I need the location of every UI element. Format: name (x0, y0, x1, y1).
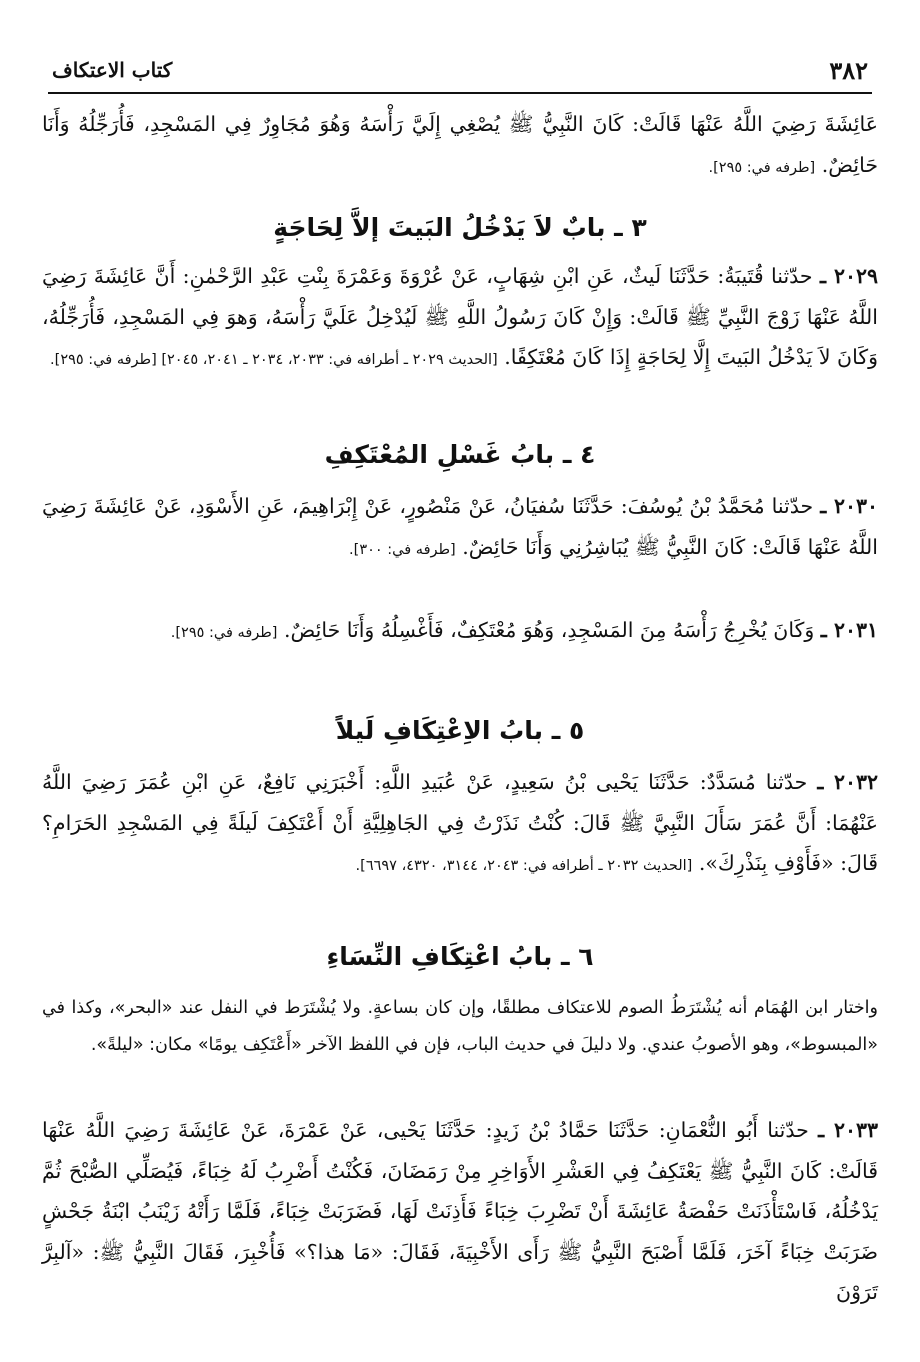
hadith-number: ٢٠٣٣ ـ (818, 1118, 878, 1142)
hadith-number: ٢٠٣١ ـ (820, 618, 878, 642)
hadith-number: ٢٠٣٠ ـ (820, 494, 878, 518)
hadith-ref: [الحديث ٢٠٢٩ ـ أطرافه في: ٢٠٣٣، ٢٠٣٤ ـ ٢٠٤١، ٢٠٤٥] [طرفه في: ٢٩٥]. (50, 352, 498, 368)
hadith-2032 (42, 762, 878, 887)
hadith-text: حدّثنا أَبُو النُّعْمَانِ: حَدَّثَنَا حَمَّادُ بْنُ زَيدٍ: حَدَّثَنَا يَحْيى، عَنْ عَمْرَةَ، عَنْ عَائِشَةَ رَضِيَ اللَّهُ عَنْهَا قَالَتْ: كَانَ النَّبِيُّ ﷺ يَعْتَكِفُ فِي العَشْرِ الأَوَاخِرِ مِنْ رَمَضَانَ، فَكُنْتُ أَضْرِبُ لَهُ خِبَاءً، فَيُصَلِّي الصُّبْحَ ثُمَّ يَدْخُلُهُ، فَاسْتَأْذَنَتْ حَفْصَةُ عَائِشَةَ أَنْ تَضْرِبَ خِبَاءً فَأَذِنَتْ لَهَا، فَضَرَبَتْ خِبَاءً، فَلَمَّا رَأَتْهُ زَيْنَبُ ابْنَةُ جَحْشٍ ضَرَبَتْ خِبَاءً آخَرَ، فَلَمَّا أَصْبَحَ النَّبِيُّ ﷺ رَأَى الأَخْبِيَةَ، فَقَالَ: «مَا هذا؟» فَأُخْبِرَ، فَقَالَ النَّبِيُّ ﷺ: «آلبِرَّ تَرَوْنَ (42, 1118, 878, 1304)
hadith-ref: [طرفه في: ٢٩٥]. (170, 625, 278, 641)
hadith-text: عَائِشَةَ رَضِيَ اللَّهُ عَنْهَا قَالَتْ: كَانَ النَّبِيُّ ﷺ يُصْغِي إِلَيَّ رَأْسَهُ وَهُوَ مُجَاوِرٌ فِي المَسْجِدِ، فَأُرَجِّلُهُ وَأَنَا حَائِضٌ. (42, 112, 878, 177)
hadith-2029 (42, 256, 878, 381)
hadith-text: وَكَانَ يُخْرِجُ رَأْسَهُ مِنَ المَسْجِدِ، وَهُوَ مُعْتَكِفٌ، فَأَغْسِلُهُ وَأَنَا حَائِضٌ. (283, 618, 815, 642)
hadith-number: ٢٠٣٢ ـ (817, 770, 878, 794)
chapter-heading-6: ٦ ـ بابُ اعْتِكَافِ النِّسَاءِ (326, 942, 594, 971)
hadith-number: ٢٠٢٩ ـ (819, 264, 878, 288)
chapter-heading-5: ٥ ـ بابُ الاِعْتِكَافِ لَيلاً (335, 716, 585, 745)
hadith-text: حدّثنا مُحَمَّدُ بْنُ يُوسُفَ: حَدَّثَنَا سُفيَانُ، عَنْ مَنْصُورٍ، عَنْ إِبْرَاهِيمَ، عَنِ الأَسْوَدِ، عَنْ عَائِشَةَ رَضِيَ اللَّهُ عَنْهَا قَالَتْ: كَانَ النَّبِيُّ ﷺ يُبَاشِرُنِي وَأَنَا حَائِضٌ. (42, 494, 878, 559)
hadith-2030 (42, 486, 878, 570)
hadith-text: حدّثنا مُسَدَّدٌ: حَدَّثَنَا يَحْيى بْنُ سَعِيدٍ، عَنْ عُبَيدِ اللَّهِ: أَخْبَرَنِي نَافِعٌ، عَنِ ابْنِ عُمَرَ رَضِيَ اللَّهُ عَنْهُمَا: أَنَّ عُمَرَ سَأَلَ النَّبِيَّ ﷺ قَالَ: كُنْتُ نَذَرْتُ فِي الجَاهِلِيَّةِ أَنْ أَعْتَكِفَ لَيلَةً فِي المَسْجِدِ الحَرَامِ؟ قَالَ: «فَأَوْفِ بِنَذْرِكَ». (42, 770, 878, 875)
hadith-2031 (42, 610, 878, 654)
chapter-heading-4: ٤ ـ بابُ غَسْلِ المُعْتَكِفِ (324, 440, 596, 469)
commentary (42, 990, 878, 1064)
commentary-text: واختار ابن الهُمَام أنه يُشْتَرَطُ الصوم للاعتكاف مطلقًا، وإن كان بساعةٍ. ولا يُشْتَرَط في النفل عند «البحر»، وكذا في «المبسوط»، وهو الأصوبُ عندي. ولا دليلَ في حديث الباب، فإن في اللفظ الآخر «أَعْتَكِف يومًا» مكان: «ليلةً». (42, 998, 878, 1055)
page-header (48, 52, 872, 94)
book-title: كتاب الاعتكاف (52, 58, 173, 82)
hadith-text: حدّثنا قُتَيبَةُ: حَدَّثَنَا لَيثٌ، عَنِ ابْنِ شِهَابٍ، عَنْ عُرْوَةَ وَعَمْرَةَ بِنْتِ عَبْدِ الرَّحْمٰنِ: أَنَّ عَائِشَةَ رَضِيَ اللَّهُ عَنْهَا زَوْجَ النَّبِيِّ ﷺ قَالَتْ: وَإِنْ كَانَ رَسُولُ اللَّهِ ﷺ لَيُدْخِلُ عَلَيَّ رَأْسَهُ، وَهوَ فِي المَسْجِدِ، فَأُرَجِّلُهُ، وَكَانَ لاَ يَدْخُلُ البَيتَ إِلَّا لِحَاجَةٍ إِذَا كَانَ مُعْتَكِفًا. (42, 264, 878, 369)
hadith-ref: [الحديث ٢٠٣٢ ـ أطرافه في: ٢٠٤٣، ٣١٤٤، ٤٣٢٠، ٦٦٩٧]. (355, 858, 693, 874)
page-number: ٣٨٢ (829, 56, 868, 85)
hadith-ref: [طرفه في: ٢٩٥]. (708, 159, 816, 176)
chapter-heading-3: ٣ ـ بابٌ لاَ يَدْخُلُ البَيتَ إلاَّ لِحَاجَةٍ (273, 213, 647, 242)
hadith-ref: [طرفه في: ٣٠٠]. (349, 541, 456, 558)
hadith-2033 (42, 1110, 878, 1313)
top-paragraph (42, 104, 878, 188)
